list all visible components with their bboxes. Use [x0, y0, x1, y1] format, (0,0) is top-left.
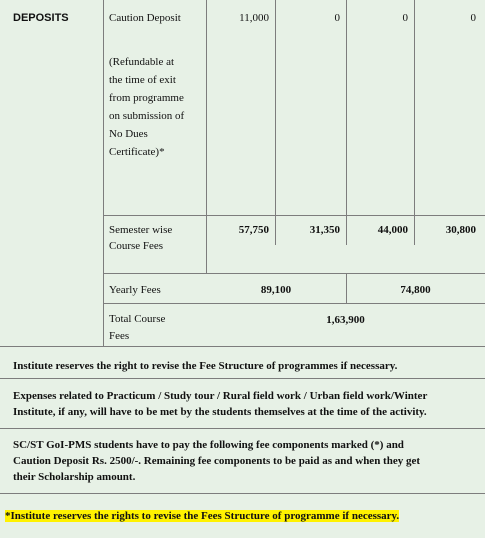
total-fee-value: 1,63,900	[326, 314, 365, 326]
item-yearly-fees: Yearly Fees	[109, 284, 161, 296]
item-caution-deposit: Caution Deposit	[109, 12, 181, 24]
note-line: from programme	[109, 92, 184, 104]
note-line: the time of exit	[109, 74, 176, 86]
col-divider	[414, 0, 415, 245]
note-line: SC/ST GoI-PMS students have to pay the following fee components marked (*) and	[13, 439, 404, 451]
col-divider	[346, 0, 347, 245]
note-line: Caution Deposit Rs. 2500/-. Remaining fee components to be paid as and when they get	[13, 455, 421, 467]
item-total-fees: Total Course	[109, 313, 166, 325]
scst-note	[13, 437, 475, 485]
note-line: on submission of	[109, 110, 185, 122]
row-divider	[0, 428, 485, 429]
item-semester-fees: Course Fees	[109, 240, 164, 252]
caution-deposit-value: 11,000	[239, 12, 269, 24]
highlighted-note	[5, 509, 399, 524]
yearly-fee-value: 89,100	[260, 284, 292, 296]
row-divider	[103, 215, 485, 216]
row-divider	[0, 378, 485, 379]
note-line: No Dues	[109, 128, 148, 140]
row-divider	[103, 273, 485, 274]
semester-fee-value: 57,750	[238, 224, 269, 236]
semester-fee-value: 31,350	[309, 224, 340, 236]
item-semester-fees: Semester wise	[109, 224, 173, 236]
row-divider	[0, 493, 485, 494]
reserve-note: Institute reserves the right to revise the Fee Structure of programmes if necessary.	[13, 360, 398, 372]
caution-deposit-value: 0	[402, 12, 408, 24]
note-line: (Refundable at	[109, 56, 175, 68]
caution-deposit-value: 0	[334, 12, 340, 24]
caution-deposit-value: 0	[470, 12, 476, 24]
row-divider	[0, 346, 485, 347]
highlight-text: *Institute reserves the rights to revise the Fees Structure of programme if necessary.	[5, 510, 400, 522]
note-line: Institute, if any, will have to be met by the students themselves at the time of the activity.	[13, 406, 427, 418]
category-deposits: DEPOSITS	[13, 12, 69, 24]
yearly-fee-value: 74,800	[400, 284, 431, 296]
semester-fee-value: 30,800	[445, 224, 476, 236]
semester-fee-value: 44,000	[377, 224, 408, 236]
note-line: Certificate)*	[109, 146, 165, 158]
note-line: Expenses related to Practicum / Study tour / Rural field work / Urban field work/Winter	[13, 390, 428, 402]
row-divider	[103, 303, 485, 304]
note-line: their Scholarship amount.	[13, 471, 136, 483]
expenses-note	[13, 388, 475, 420]
col-divider	[206, 0, 207, 273]
item-total-fees: Fees	[109, 330, 130, 342]
col-divider	[275, 0, 276, 245]
col-divider	[103, 0, 104, 346]
